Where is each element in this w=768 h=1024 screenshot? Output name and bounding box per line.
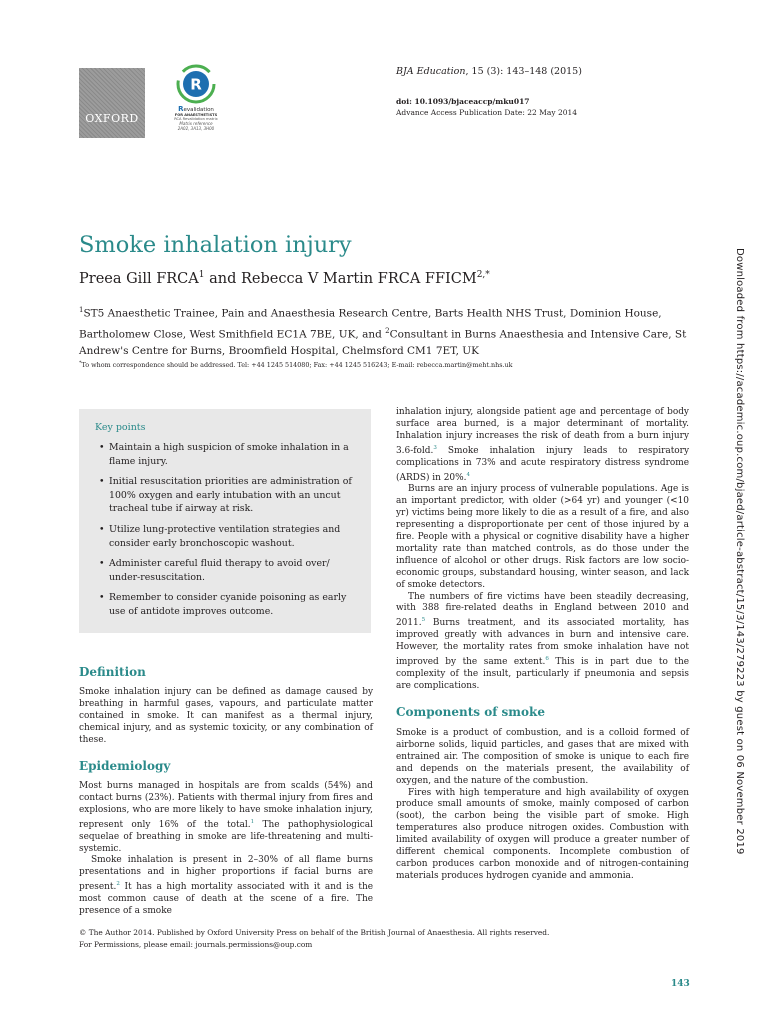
correspondence-note: *To whom correspondence should be addressed. Tel: +44 1245 514080; Fax: +44 1245 516243; E-mail: rebecca.martin@meht.nhs.uk [79,360,513,370]
section-heading-components: Components of smoke [396,705,545,719]
reference-link[interactable]: 5 [421,617,426,624]
key-points-title: Key points [95,422,146,433]
permissions-line: For Permissions, please email: journals.permissions@oup.com [79,940,313,949]
doi-link[interactable]: doi: 10.1093/bjaceaccp/mku017 [396,97,530,106]
oxford-logo-text: OXFORD [85,112,139,125]
journal-volume: , 15 (3): 143–148 (2015) [465,66,582,77]
revalidation-mark: R [190,75,202,94]
download-side-note [729,248,749,855]
download-note-text[interactable]: Downloaded from https://academic.oup.com/bjaed/article-abstract/15/3/143/279223 by guest on 06 November 2019 [734,248,745,855]
revalidation-matrix: RCA Revalidation matrix [174,117,218,121]
journal-reference [396,66,582,77]
article-authors: Preea Gill FRCA$^1$ and Rebecca V Martin FRCA $FFICM^{2,*}$ [79,270,490,287]
revalidation-subtitle: FOR ANAESTHETISTS [174,113,218,117]
body-paragraph: inhalation injury, alongside patient age and percentage of body surface area burned, is a major determinant of mortality. Inhalation injury increases the risk of death from a burn injury 3.6-fold.$^3$ Smoke inhalation injury leads to respiratory complications in 73% and acute respiratory distress syndrome (ARDS) in 20%.$^4$ [396,407,689,483]
revalidation-circle-icon [176,64,216,104]
author-affiliations: $^1$ST5 Anaesthetic Trainee, Pain and Anaesthesia Research Centre, Barts Health NHS Trust, Dominion House, Bartholomew Close, West Smithfield EC1A 7BE, UK, and $^2$Consultant in Burns Anaesthesia and Intensive Care, St Andrew's Centre for Burns, Broomfield Hospital, Chelmsford CM1 7ET, UK [79,306,687,357]
key-points-box [79,409,371,633]
key-point-item: • Administer careful fluid therapy to avoid over/ under-resuscitation. [97,557,361,584]
advance-access-date: Advance Access Publication Date: 22 May 2014 [396,108,578,117]
key-point-item: • Maintain a high suspicion of smoke inhalation in a flame injury. [97,441,361,468]
epidemiology-paragraph: Smoke inhalation is present in 2–30% of all flame burns presentations and in higher proportions if facial burns are present.$^2$ It has a high mortality associated with it and is the most common cause of death at the scene of a fire. The presence of a smoke [79,855,373,917]
components-body [396,728,689,883]
revalidation-matrix-ref: Matrix reference 2A02, 3A13, 3H00 [177,121,215,131]
section-heading-epidemiology: Epidemiology [79,759,171,773]
article-title: Smoke inhalation injury [79,232,352,258]
components-paragraph: Smoke is a product of combustion, and is a colloid formed of airborne solids, liquid particles, and gases that are mixed with entrained air. The composition of smoke is unique to each fire and depends on the materials present, the availability of oxygen, and the nature of the combustion. [396,728,689,786]
revalidation-logo [160,64,232,142]
section-heading-definition: Definition [79,665,146,679]
revalidation-name: Revalidation [178,105,214,113]
right-column-body [396,407,689,693]
epidemiology-paragraph: Most burns managed in hospitals are from scalds (54%) and contact burns (23%). Patients with thermal injury from fires and explosions, who are more likely to have smoke inhalation injury, represent only 16% of the total.$^1$ The pathophysiological sequelae of breathing in smoke are life-threatening and multi-systemic. [79,781,373,854]
reference-link[interactable]: 4 [466,471,470,478]
journal-name: BJA Education [396,66,466,77]
reference-link[interactable]: 3 [433,444,437,451]
reference-link[interactable]: 1 [250,818,255,825]
page-number: 143 [671,979,690,989]
body-paragraph: Burns are an injury process of vulnerable populations. Age is an important predictor, with older (>64 yr) and younger (<10 yr) victims being more likely to die as a result of a fire, and also representing a disproportionate per cent of those injured by a fire. People with a physical or cognitive disability have a higher mortality rate than matched controls, as do those under the influence of alcohol or other drugs. Risk factors are low socio-economic groups, substandard housing, winter season, and lack of smoke detectors. [396,484,689,590]
body-paragraph: The numbers of fire victims have been steadily decreasing, with 388 fire-related deaths in England between 2010 and 2011.$^5$ Burns treatment, and its associated mortality, has improved greatly with advances in burn and intensive care. However, the mortality rates from smoke inhalation have not improved by the same extent.$^6$ This is in part due to the complexity of the insult, particularly if pneumonia and sepsis are complications. [396,591,689,691]
oxford-logo [79,68,145,138]
components-paragraph: Fires with high temperature and high availability of oxygen produce small amounts of smoke, mainly composed of carbon (soot), the carbon being the visible part of smoke. High temperatures also produce nitrogen oxides. Combustion with limited availability of oxygen will produce a greater number of different chemical components. Incomplete combustion of carbon produces carbon monoxide and of nitrogen-containing materials produces hydrogen cyanide and ammonia. [396,787,689,881]
key-points-list [97,441,361,626]
reference-link[interactable]: 2 [116,881,120,888]
definition-paragraph: Smoke inhalation injury can be defined as damage caused by breathing in harmful gases, vapours, and particulate matter contained in smoke. It can manifest as a thermal injury, chemical injury, and as systemic toxicity, or any combination of these. [79,687,373,745]
key-point-item: • Remember to consider cyanide poisoning as early use of antidote improves outcome. [97,591,361,618]
copyright-line: © The Author 2014. Published by Oxford University Press on behalf of the British Journal of Anaesthesia. All rights reserved. [79,928,550,937]
copyright-notice [79,927,549,951]
key-point-item: • Initial resuscitation priorities are administration of 100% oxygen and early intubation with an uncut tracheal tube if airway at risk. [97,475,361,516]
key-point-item: • Utilize lung-protective ventilation strategies and consider early bronchoscopic washout. [97,523,361,550]
epidemiology-body [79,781,373,918]
reference-link[interactable]: 6 [545,656,549,663]
